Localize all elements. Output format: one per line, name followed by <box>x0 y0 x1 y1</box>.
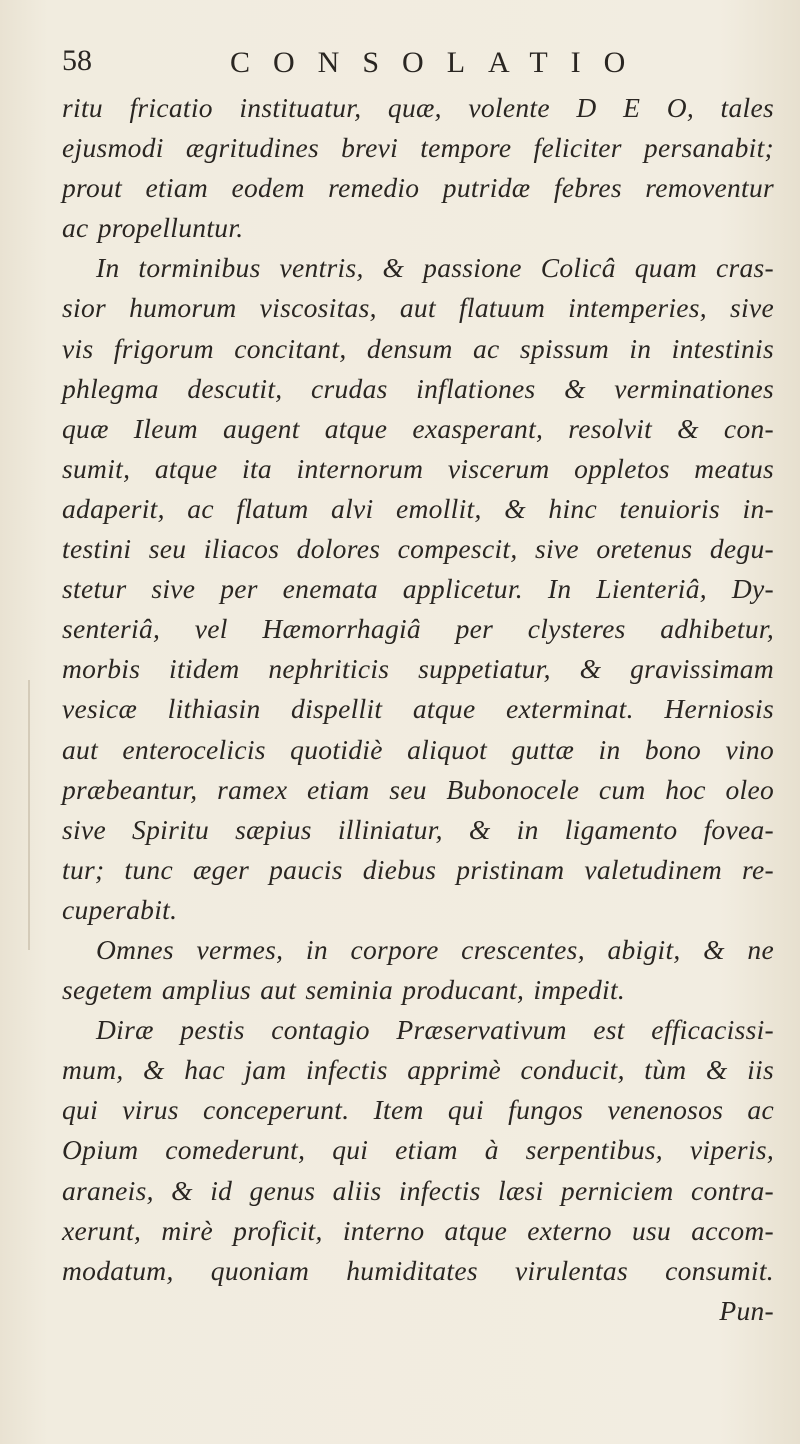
text-line: stetur sive per enemata applicetur. In Lienteriâ, Dy- <box>62 573 774 605</box>
text-line: præbeantur, ramex etiam seu Bubonocele cum hoc oleo <box>62 773 774 805</box>
text-line: ejusmodi ægritudines brevi tempore feliciter persanabit; <box>62 132 774 164</box>
text-line: ac propelluntur. <box>62 212 244 244</box>
text-line: adaperit, ac flatum alvi emollit, & hinc tenuioris in- <box>62 492 774 524</box>
text-line: sior humorum viscositas, aut flatuum intemperies, sive <box>62 292 774 324</box>
text-line: mum, & hac jam infectis apprimè conducit, tùm & iis <box>62 1054 774 1086</box>
text-line: Opium comederunt, qui etiam à serpentibus, viperis, <box>62 1134 774 1166</box>
text-line: cuperabit. <box>62 893 178 925</box>
page-number: 58 <box>62 44 92 77</box>
text-line: In torminibus ventris, & passione Colicâ quam cras- <box>96 252 774 284</box>
text-line: vesicæ lithiasin dispellit atque exterminat. Herniosis <box>62 693 774 725</box>
text-line: segetem amplius aut seminia producant, impedit. <box>62 974 626 1006</box>
catchword: Pun- <box>719 1294 774 1326</box>
body-text <box>62 88 774 1331</box>
text-line: testini seu iliacos dolores compescit, sive oretenus degu- <box>62 533 774 565</box>
text-line: sumit, atque ita internorum viscerum oppletos meatus <box>62 452 774 484</box>
text-line: modatum, quoniam humiditates virulentas consumit. <box>62 1254 774 1286</box>
text-line: xerunt, mirè proficit, interno atque externo usu accom- <box>62 1214 774 1246</box>
text-line: araneis, & id genus aliis infectis læsi perniciem contra- <box>62 1174 774 1206</box>
text-line: ritu fricatio instituatur, quæ, volente D E O, tales <box>62 92 774 123</box>
text-line: quæ Ileum augent atque exasperant, resolvit & con- <box>62 412 774 444</box>
text-line: Omnes vermes, in corpore crescentes, abigit, & ne <box>96 933 774 965</box>
text-line: qui virus conceperunt. Item qui fungos venenosos ac <box>62 1094 774 1126</box>
margin-stain <box>28 680 30 950</box>
text-line: prout etiam eodem remedio putridæ febres removentur <box>62 172 774 204</box>
text-line: morbis itidem nephriticis suppetiatur, & gravissimam <box>62 653 774 685</box>
text-line: Diræ pestis contagio Præservativum est efficacissi- <box>96 1014 774 1046</box>
text-line: phlegma descutit, crudas inflationes & verminationes <box>62 372 774 404</box>
page-header <box>62 38 742 88</box>
text-line: vis frigorum concitant, densum ac spissum in intestinis <box>62 332 774 364</box>
text-line: aut enterocelicis quotidiè aliquot guttæ in bono vino <box>62 733 774 765</box>
text-line: tur; tunc æger paucis diebus pristinam valetudinem re- <box>62 853 774 885</box>
running-title: CONSOLATIO <box>230 46 649 79</box>
text-line: senteriâ, vel Hæmorrhagiâ per clysteres adhibetur, <box>62 613 774 645</box>
text-line: sive Spiritu sæpius illiniatur, & in ligamento fovea- <box>62 813 774 845</box>
